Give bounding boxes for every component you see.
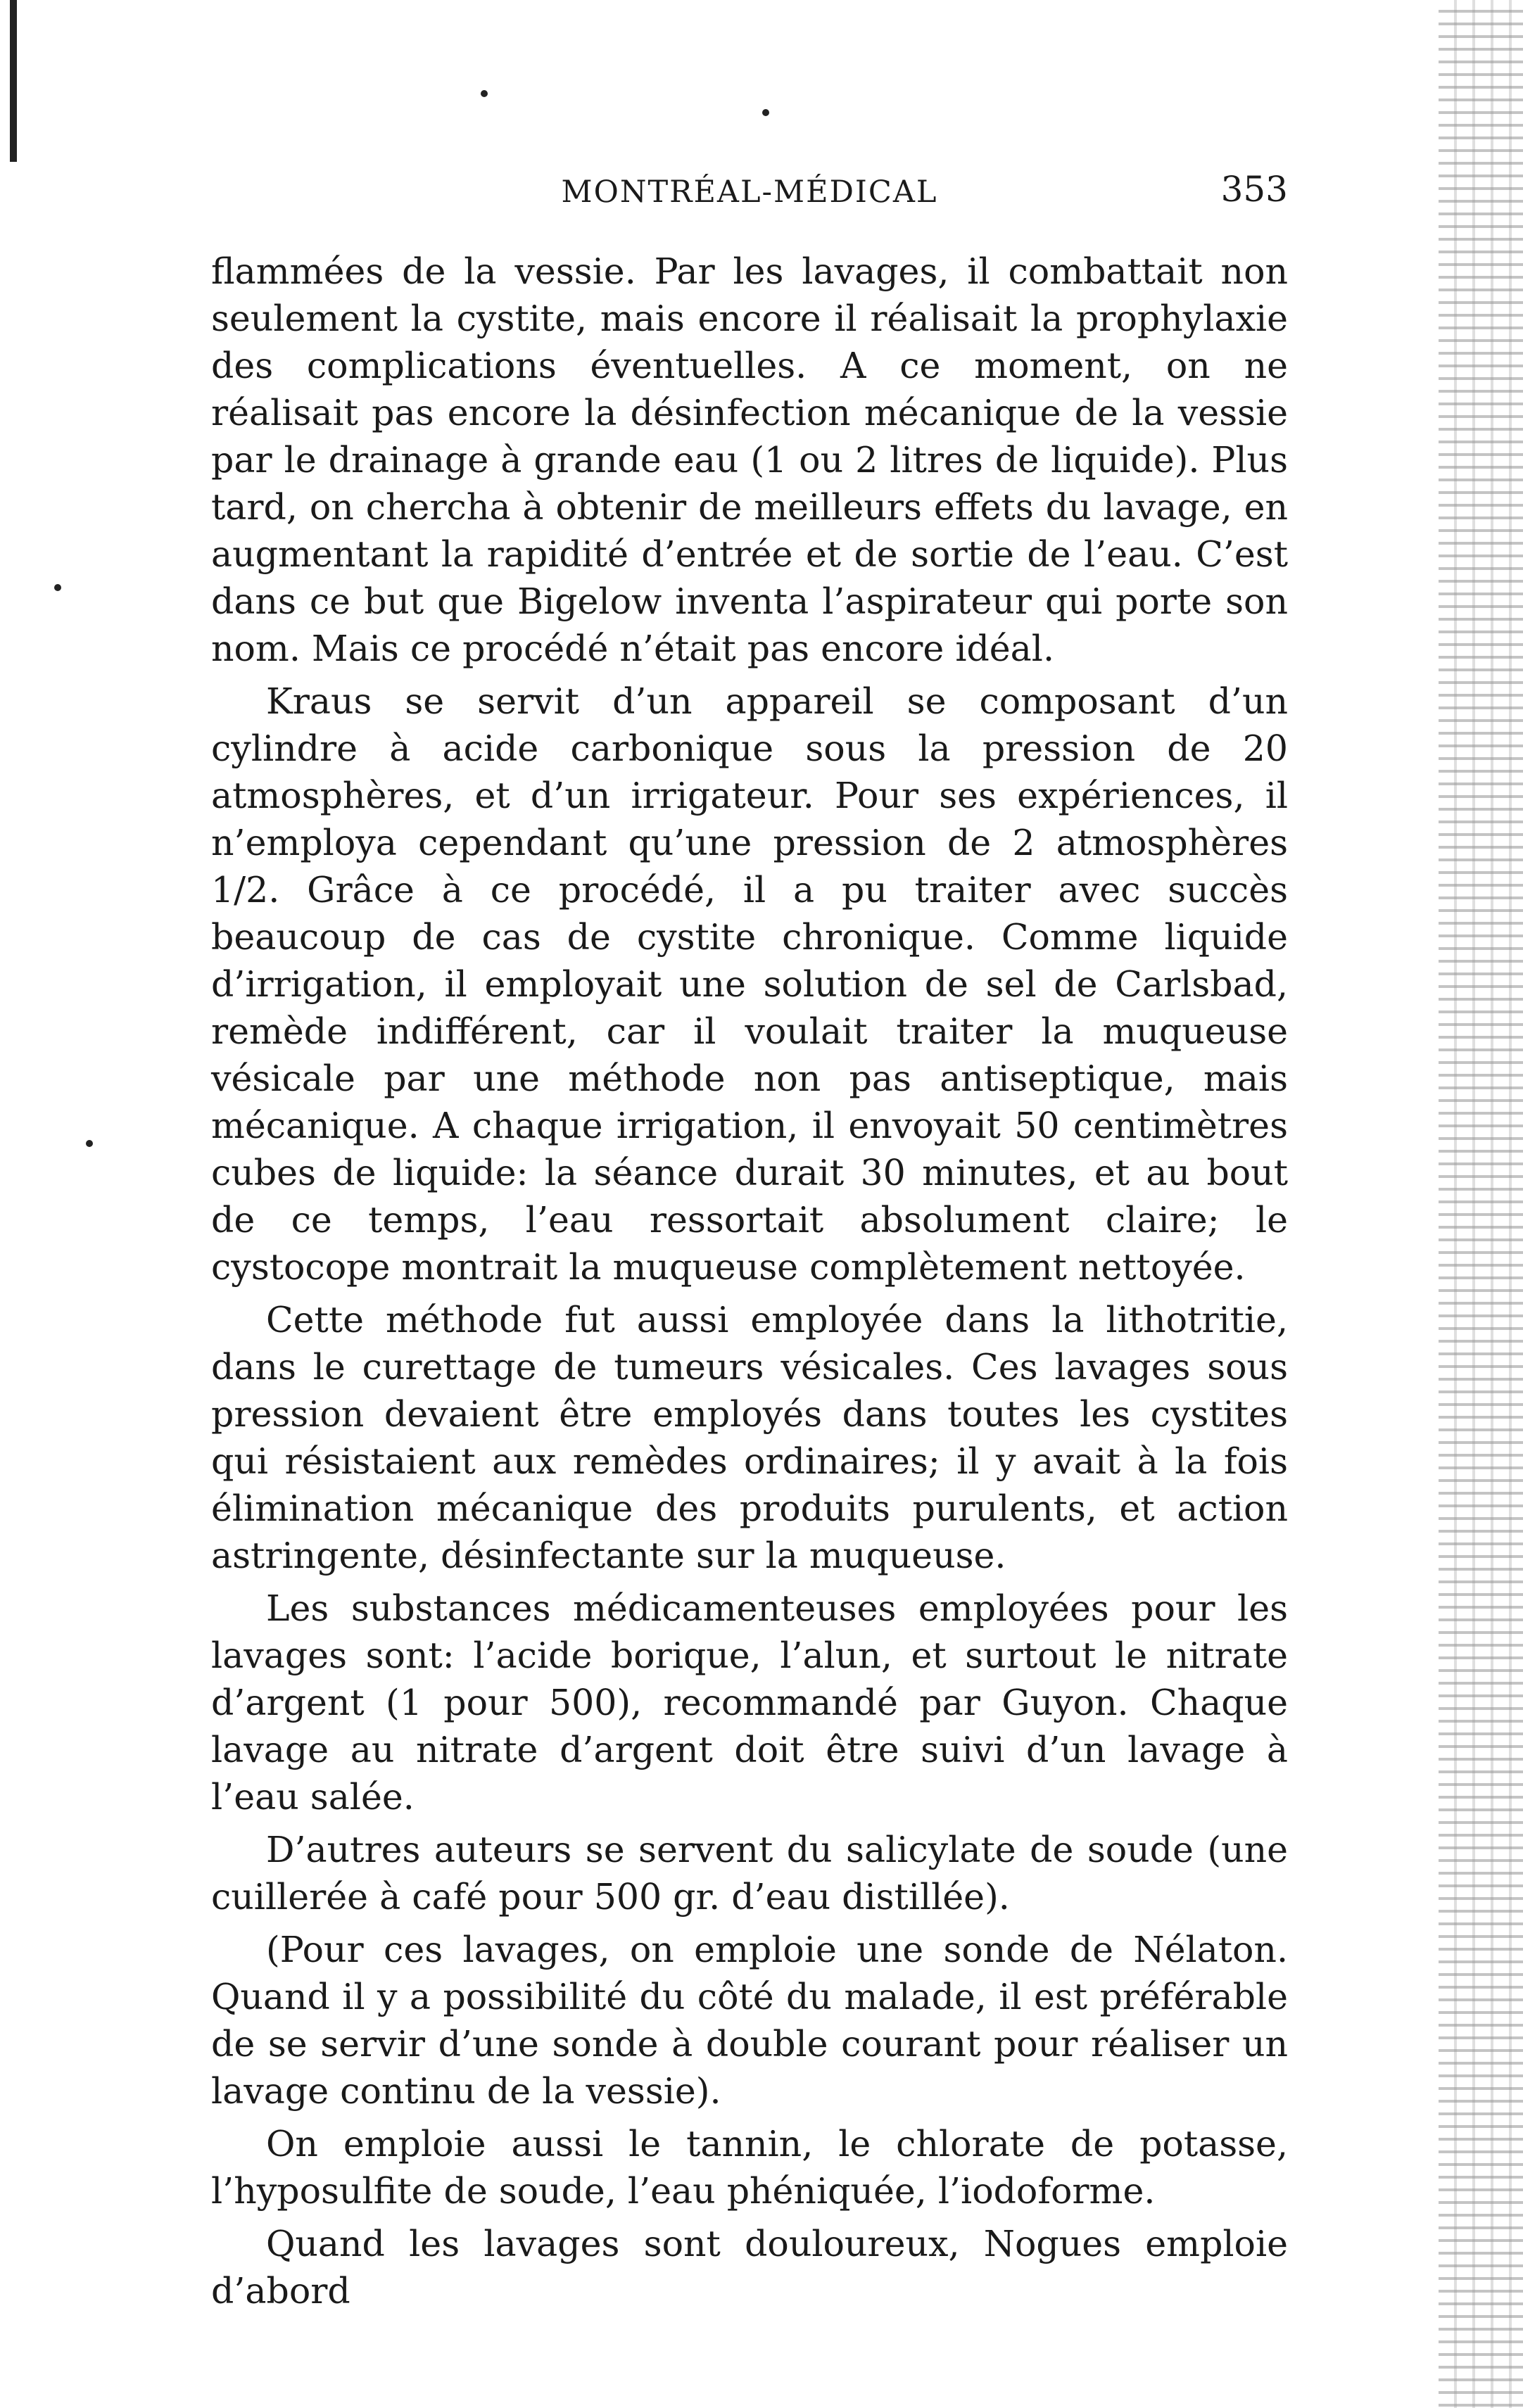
body-text: [211, 248, 1288, 2320]
scan-edge-right: [1439, 0, 1523, 2408]
page-number: 353: [1220, 169, 1288, 210]
paragraph: D’autres auteurs se servent du salicylate de soude (une cuillerée à café pour 500 gr. d’eau distillée).: [211, 1829, 1288, 1918]
paragraph: Cette méthode fut aussi employée dans la lithotritie, dans le curettage de tumeurs vésicales. Ces lavages sous pression devaient être employés dans toutes les cystites qui résistaient aux remèdes ordinaires; il y avait à la fois élimination mécanique des produits purulents, et action astringente, désinfectante sur la muqueuse.: [211, 1299, 1288, 1576]
paragraph: Quand les lavages sont douloureux, Nogues emploie d’abord: [211, 2223, 1288, 2312]
paragraph: (Pour ces lavages, on emploie une sonde de Nélaton. Quand il y a possibilité du côté du malade, il est préférable de se servir d’une sonde à double courant pour réaliser un lavage continu de la vessie).: [211, 1929, 1288, 2112]
running-head: MONTRÉAL-MÉDICAL: [561, 175, 938, 210]
scan-speck: [762, 109, 769, 116]
scan-speck: [481, 90, 488, 97]
scan-edge-left: [10, 0, 17, 162]
paragraph: Kraus se servit d’un appareil se composant d’un cylindre à acide carbonique sous la pression de 20 atmosphères, et d’un irrigateur. Pour ses expériences, il n’employa cependant qu’une pression de 2 atmosphères 1/2. Grâce à ce procédé, il a pu traiter avec succès beaucoup de cas de cystite chronique. Comme liquide d’irrigation, il employait une solution de sel de Carlsbad, remède indifférent, car il voulait traiter la muqueuse vésicale par une méthode non pas antiseptique, mais mécanique. A chaque irrigation, il envoyait 50 centimètres cubes de liquide: la séance durait 30 minutes, et au bout de ce temps, l’eau ressortait absolument claire; le cystocope montrait la muqueuse complètement nettoyée.: [211, 680, 1288, 1288]
scan-speck: [54, 584, 61, 591]
paragraph: flammées de la vessie. Par les lavages, il combattait non seulement la cystite, mais encore il réalisait la prophylaxie des complications éventuelles. A ce moment, on ne réalisait pas encore la désinfection mécanique de la vessie par le drainage à grande eau (1 ou 2 litres de liquide). Plus tard, on chercha à obtenir de meilleurs effets du lavage, en augmentant la rapidité d’entrée et de sortie de l’eau. C’est dans ce but que Bigelow inventa l’aspirateur qui porte son nom. Mais ce procédé n’était pas encore idéal.: [211, 251, 1288, 669]
paragraph: On emploie aussi le tannin, le chlorate de potasse, l’hyposulfite de soude, l’eau phéniquée, l’iodoforme.: [211, 2123, 1288, 2212]
page-header: [211, 169, 1288, 218]
scan-speck: [86, 1140, 93, 1147]
paragraph: Les substances médicamenteuses employées pour les lavages sont: l’acide borique, l’alun, et surtout le nitrate d’argent (1 pour 500), recommandé par Guyon. Chaque lavage au nitrate d’argent doit être suivi d’un lavage à l’eau salée.: [211, 1588, 1288, 1818]
